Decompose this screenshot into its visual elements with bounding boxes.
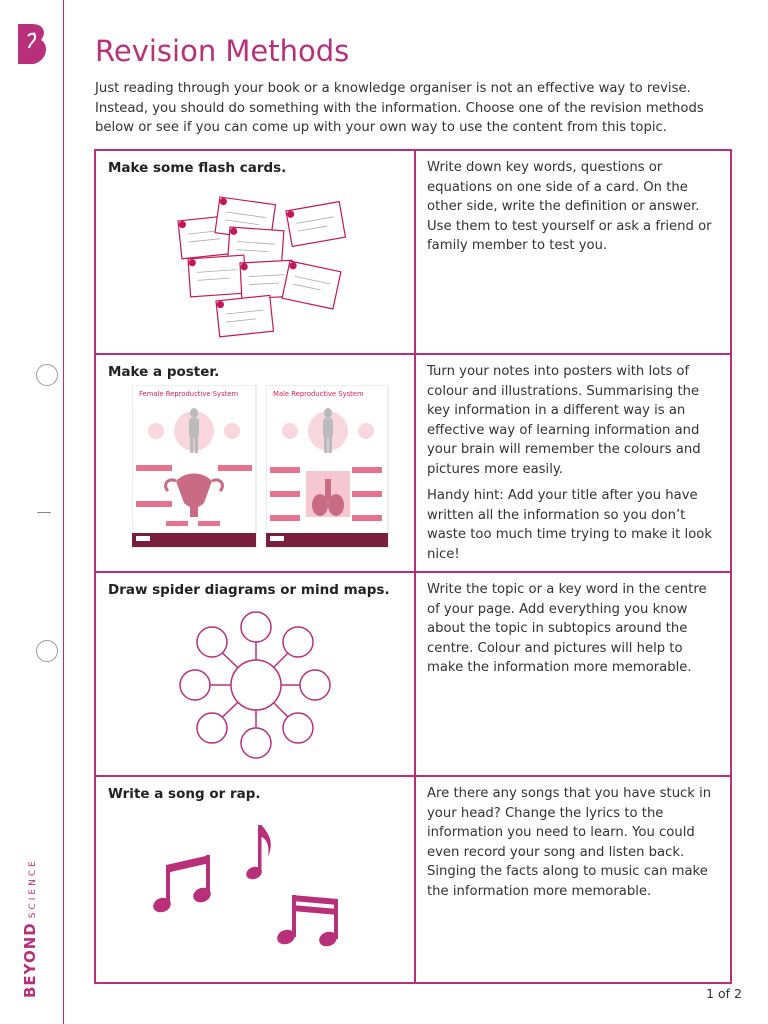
table-row — [95, 776, 731, 983]
brand-sub: SCIENCE — [28, 858, 38, 919]
brand-vertical — [20, 858, 39, 998]
method-cell — [95, 354, 415, 572]
method-description: Turn your notes into posters with lots of colour and illustrations. Summarising the key information in a different way is an effective way of learning information and your brain will remember the colours and pictures more easily. — [427, 364, 701, 477]
beyond-logo-icon — [14, 22, 50, 66]
method-description-cell — [415, 572, 731, 776]
method-cell — [95, 572, 415, 776]
method-cell — [95, 150, 415, 354]
method-title: Make some flash cards. — [108, 160, 287, 176]
method-description-cell — [415, 776, 731, 983]
method-title: Draw spider diagrams or mind maps. — [108, 582, 390, 598]
method-description-cell — [415, 150, 731, 354]
spider-diagram-illustration — [176, 609, 336, 759]
method-hint: Handy hint: Add your title after you have written all the information so you don’t waste too much time trying to make it look nice! — [427, 488, 712, 562]
method-title: Make a poster. — [108, 364, 220, 380]
male-poster-illustration — [266, 385, 390, 549]
poster-title: Female Reproductive System — [139, 390, 239, 398]
method-description: Write the topic or a key word in the centre of your page. Add everything you know about the topic in subtopics around the centre. Colour and pictures will help to make the information more memorable. — [427, 582, 707, 675]
table-row — [95, 572, 731, 776]
punch-hole — [36, 640, 58, 662]
punch-hole — [36, 364, 58, 386]
methods-table — [94, 149, 732, 984]
method-description: Are there any songs that you have stuck in your head? Change the lyrics to the information you need to learn. You could even record your song and listen back. Singing the facts along to music can make the information more memorable. — [427, 786, 712, 899]
page-number: 1 of 2 — [706, 986, 742, 1001]
method-description: Write down key words, questions or equations on one side of a card. On the other side, write the definition or answer. Use them to test yourself or ask a friend or family member to test you. — [427, 160, 712, 253]
method-description-cell — [415, 354, 731, 572]
music-notes-illustration — [152, 817, 352, 957]
poster-title: Male Reproductive System — [273, 390, 364, 398]
brand-name: BEYOND — [21, 922, 39, 998]
page-title: Revision Methods — [95, 34, 350, 68]
table-row — [95, 354, 731, 572]
table-row — [95, 150, 731, 354]
flash-cards-illustration — [166, 189, 346, 349]
method-cell — [95, 776, 415, 983]
fold-mark — [37, 512, 51, 513]
method-title: Write a song or rap. — [108, 786, 261, 802]
intro-text: Just reading through your book or a knowledge organiser is not an effective way to revise. Instead, you should do something with the information. Choose one of the revision methods below or see if you can come up with your own way to use the content from this topic. — [95, 81, 704, 135]
female-poster-illustration — [132, 385, 258, 549]
margin-line — [63, 0, 64, 1024]
